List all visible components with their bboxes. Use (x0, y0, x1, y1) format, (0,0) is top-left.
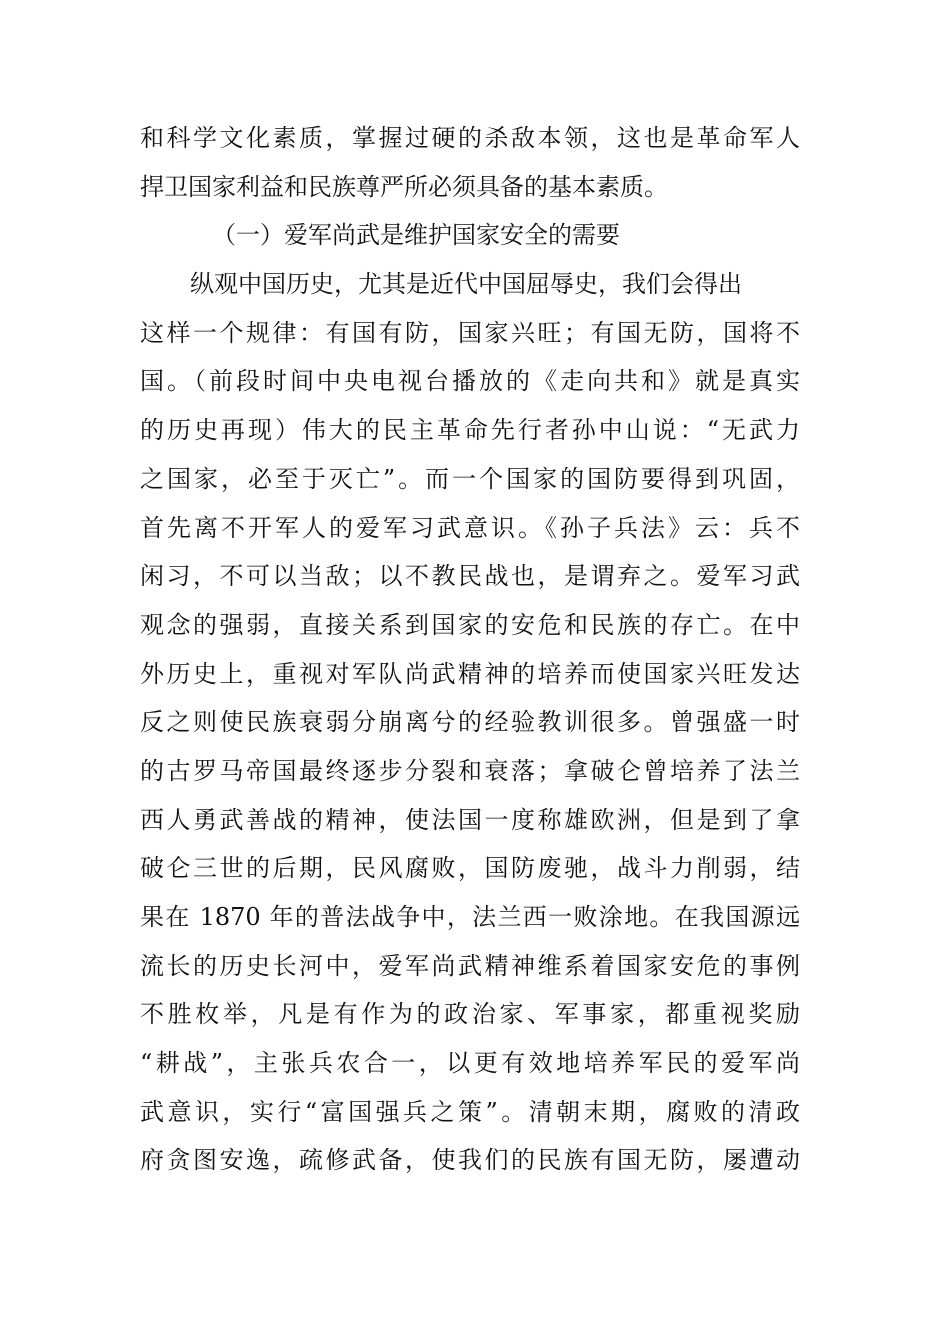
text-line: 不胜枚举，凡是有作为的政治家、军事家，都重视奖励 (140, 1000, 800, 1029)
text-line: 的历史再现）伟大的民主革命先行者孙中山说：“无武力 (140, 416, 800, 445)
text-line: 国。（前段时间中央电视台播放的《走向共和》就是真实 (140, 367, 800, 396)
text-line: 外历史上，重视对军队尚武精神的培养而使国家兴旺发达 (140, 659, 800, 688)
text-line: 之国家，必至于灭亡”。而一个国家的国防要得到巩固， (140, 464, 800, 493)
text-line: 的古罗马帝国最终逐步分裂和衰落；拿破仑曾培养了法兰 (140, 756, 800, 785)
text-line: 观念的强弱，直接关系到国家的安危和民族的存亡。在中 (140, 610, 800, 639)
text-line: 反之则使民族衰弱分崩离兮的经验教训很多。曾强盛一时 (140, 708, 800, 737)
text-line: 流长的历史长河中，爱军尚武精神维系着国家安危的事例 (140, 951, 800, 980)
text-line: 这样一个规律：有国有防，国家兴旺；有国无防，国将不 (140, 318, 800, 347)
text-line: “耕战”，主张兵农合一，以更有效地培养军民的爱军尚 (140, 1049, 800, 1078)
text-line: 武意识，实行“富国强兵之策”。清朝末期，腐败的清政 (140, 1097, 800, 1126)
text-line: 捍卫国家利益和民族尊严所必须具备的基本素质。 (140, 172, 668, 201)
text-line: 果在 1870 年的普法战争中，法兰西一败涂地。在我国源远 (140, 903, 800, 931)
text-line: 破仑三世的后期，民风腐败，国防废驰，战斗力削弱，结 (140, 854, 800, 883)
body-text (140, 114, 800, 1185)
text-line: 纵观中国历史，尤其是近代中国屈辱史，我们会得出 (190, 270, 742, 299)
section-heading: （一）爱军尚武是维护国家安全的需要 (212, 221, 620, 250)
text-line: 西人勇武善战的精神，使法国一度称雄欧洲，但是到了拿 (140, 805, 800, 834)
text-line: 首先离不开军人的爱军习武意识。《孙子兵法》云：兵不 (140, 513, 800, 542)
text-line: 闲习，不可以当敌；以不教民战也，是谓弃之。爱军习武 (140, 562, 800, 591)
text-line: 和科学文化素质，掌握过硬的杀敌本领，这也是革命军人 (140, 124, 800, 152)
text-line: 府贪图安逸，疏修武备，使我们的民族有国无防，屡遭动 (140, 1146, 800, 1175)
